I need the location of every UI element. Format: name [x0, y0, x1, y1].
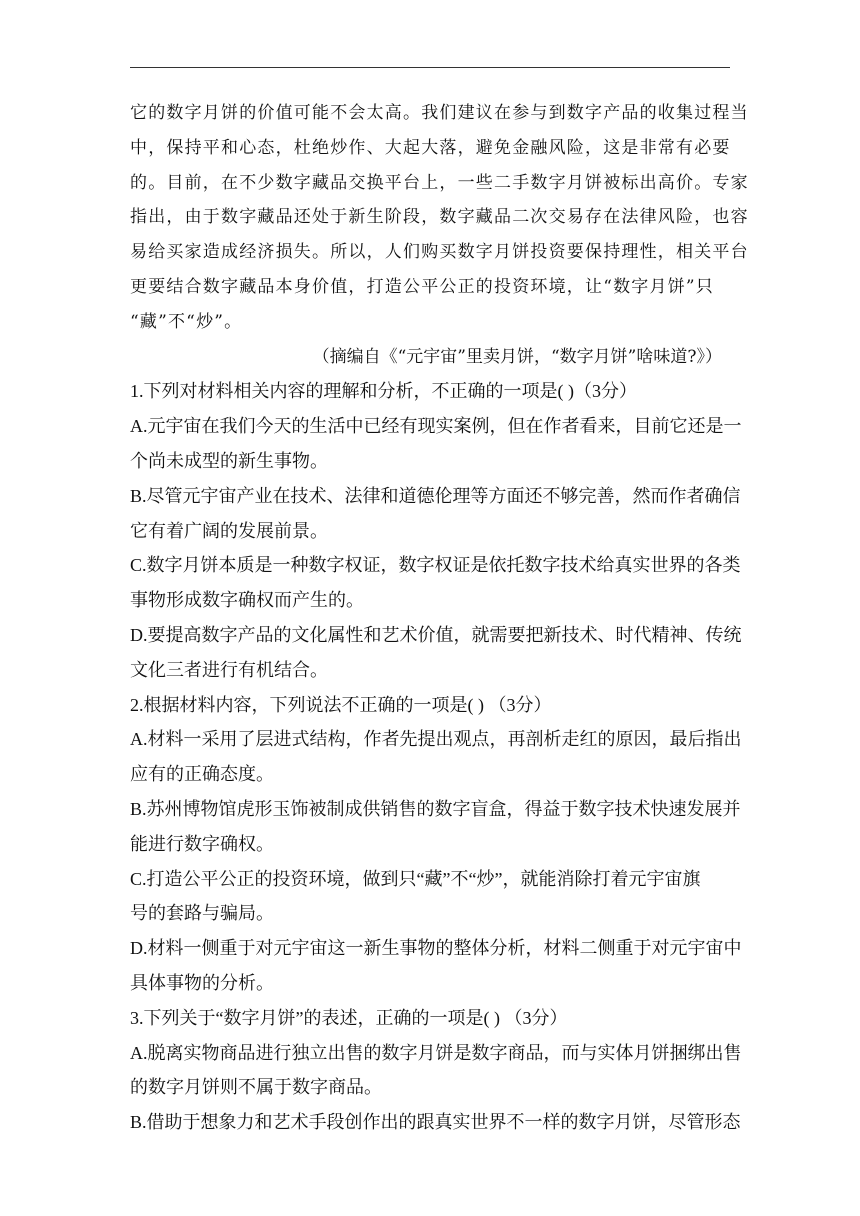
header-rule	[130, 67, 730, 68]
passage-line: 中，保持平和心态，杜绝炒作、大起大落，避免金融风险，这是非常有必要	[130, 137, 731, 158]
answer-option: 具体事物的分析。	[130, 972, 274, 993]
answer-option: A.脱离实物商品进行独立出售的数字月饼是数字商品，而与实体月饼捆绑出售	[130, 1042, 742, 1063]
answer-option: B.借助于想象力和艺术手段创作出的跟真实世界不一样的数字月饼，尽管形态	[130, 1112, 741, 1133]
question-list	[130, 374, 742, 1140]
source-citation: （摘编自《“元宇宙”里卖月饼，“数字月饼”啥味道?》）	[312, 346, 722, 367]
passage-line: “藏”不“炒”。	[130, 311, 243, 332]
passage-line: 指出，由于数字藏品还处于新生阶段，数字藏品二次交易存在法律风险，也容	[130, 207, 749, 228]
answer-option: 事物形成数字确权而产生的。	[130, 590, 364, 611]
passage-line: 的。目前，在不少数字藏品交换平台上，一些二手数字月饼被标出高价。专家	[130, 172, 749, 193]
answer-option: 文化三者进行有机结合。	[130, 659, 328, 680]
answer-option: 应有的正确态度。	[130, 764, 274, 785]
question-stem: 1.下列对材料相关内容的理解和分析，不正确的一项是( )（3分）	[130, 381, 637, 402]
answer-option: 的数字月饼则不属于数字商品。	[130, 1077, 382, 1098]
answer-option: A.元宇宙在我们今天的生活中已经有现实案例，但在作者看来，目前它还是一	[130, 416, 742, 437]
passage-text	[130, 96, 749, 340]
answer-option: A.材料一采用了层进式结构，作者先提出观点，再剖析走红的原因，最后指出	[130, 729, 742, 750]
document-page	[130, 96, 749, 1140]
answer-option: 能进行数字确权。	[130, 833, 274, 854]
passage-line: 它的数字月饼的价值可能不会太高。我们建议在参与到数字产品的收集过程当	[130, 103, 749, 123]
passage-line: 易给买家造成经济损失。所以，人们购买数字月饼投资要保持理性，相关平台	[130, 242, 749, 263]
answer-option: 它有着广阔的发展前景。	[130, 520, 328, 541]
passage-line: 更要结合数字藏品本身价值，打造公平公正的投资环境，让“数字月饼”只	[130, 276, 714, 297]
answer-option: C.打造公平公正的投资环境，做到只“藏”不“炒”，就能消除打着元宇宙旗	[130, 868, 701, 889]
answer-option: 个尚未成型的新生事物。	[130, 450, 328, 471]
answer-option: B.苏州博物馆虎形玉饰被制成供销售的数字盲盒，得益于数字技术快速发展并	[130, 798, 741, 819]
question-stem: 2.根据材料内容，下列说法不正确的一项是( ) （3分）	[130, 694, 552, 715]
answer-option: C.数字月饼本质是一种数字权证，数字权证是依托数字技术给真实世界的各类	[130, 555, 741, 576]
answer-option: 号的套路与骗局。	[130, 903, 274, 924]
question-stem: 3.下列关于“数字月饼”的表述，正确的一项是( ) （3分）	[130, 1007, 568, 1028]
answer-option: B.尽管元宇宙产业在技术、法律和道德伦理等方面还不够完善，然而作者确信	[130, 485, 741, 506]
answer-option: D.要提高数字产品的文化属性和艺术价值，就需要把新技术、时代精神、传统	[130, 624, 742, 645]
answer-option: D.材料一侧重于对元宇宙这一新生事物的整体分析，材料二侧重于对元宇宙中	[130, 938, 742, 959]
